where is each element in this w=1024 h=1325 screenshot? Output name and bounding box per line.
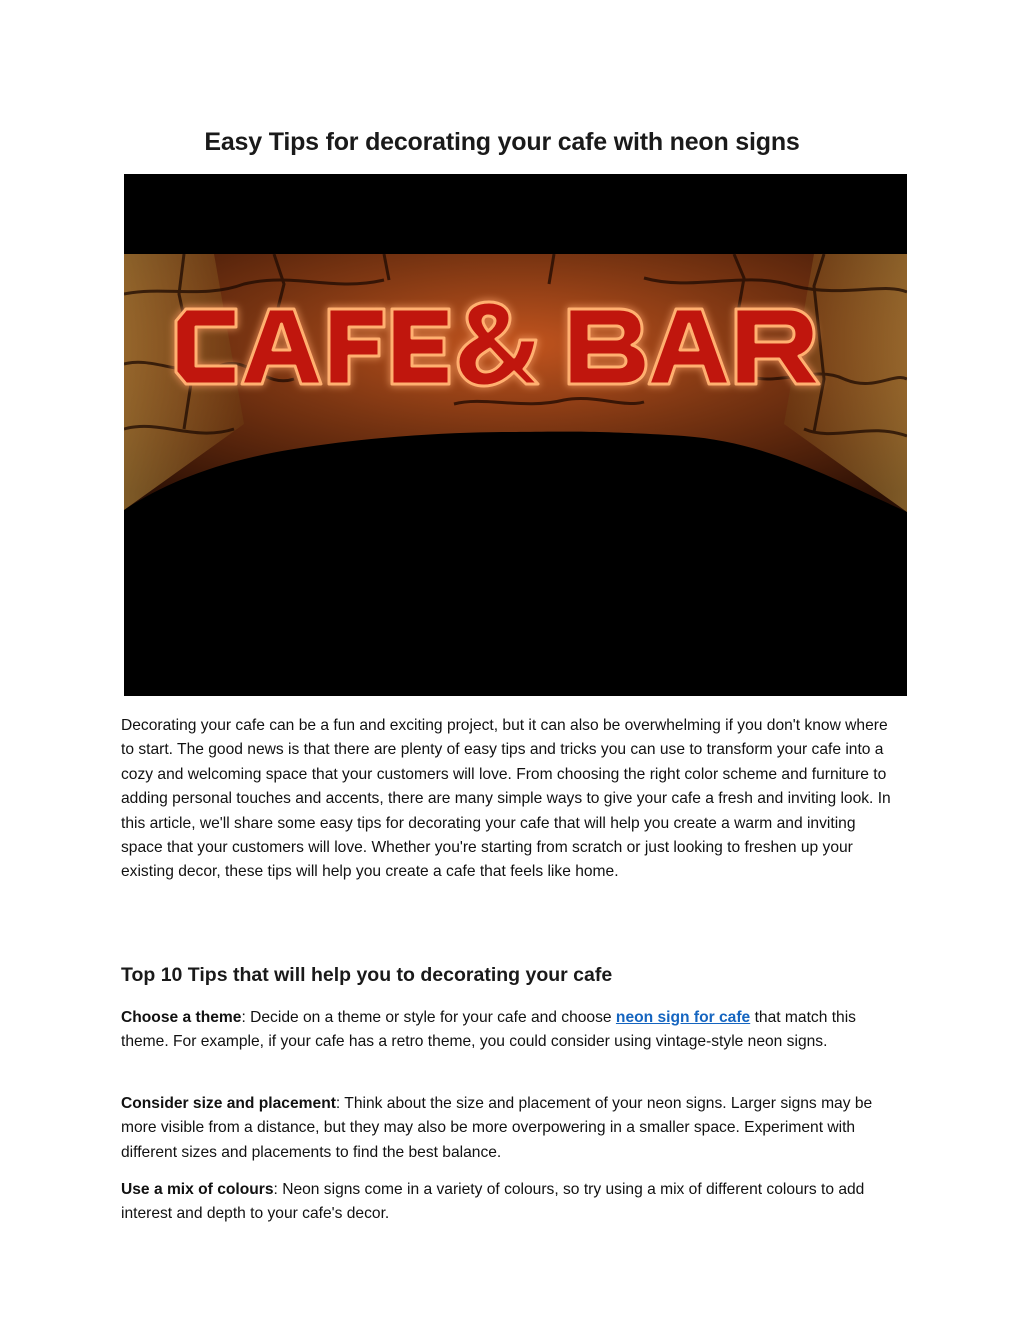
hero-image	[124, 174, 907, 696]
tip-text: : Decide on a theme or style for your cafe and choose	[241, 1009, 616, 1026]
neon-sign-illustration	[124, 174, 907, 696]
tip-title: Consider size and placement	[121, 1095, 336, 1112]
intro-text: Decorating your cafe can be a fun and exciting project, but it can also be overwhelming if you don't know where to start. The good news is that there are plenty of easy tips and tricks you can use to transform your cafe into a cozy and welcoming space that your customers will love. From choosing the right color scheme and furniture to adding personal touches and accents, there are many simple ways to give your cafe a fresh and inviting look. In this article, we'll share some easy tips for decorating your cafe that will help you create a warm and inviting space that your customers will love. Whether you're starting from scratch or just looking to freshen up your existing decor, these tips will help you create a cafe that feels like home.	[121, 717, 891, 881]
neon-sign-for-cafe-link[interactable]: neon sign for cafe	[615, 1009, 751, 1026]
tip-item	[121, 1006, 896, 1055]
tip-text: that match this theme. For example, if your cafe has a retro theme, you could consider using vintage-style neon signs.	[121, 1009, 856, 1051]
tip-text: : Neon signs come in a variety of colours, so try using a mix of different colours to add interest and depth to your cafe's decor.	[121, 1181, 865, 1223]
tip-title: Use a mix of colours	[121, 1181, 274, 1198]
page-title: Easy Tips for decorating your cafe with neon signs	[204, 128, 800, 156]
tip-title: Choose a theme	[121, 1009, 242, 1026]
tip-item	[121, 1178, 896, 1227]
tip-item	[121, 1092, 896, 1165]
tip-text: : Think about the size and placement of your neon signs. Larger signs may be more visible from a distance, but they may also be more overpowering in a smaller space. Experiment with different sizes and placements to find the best balance.	[121, 1095, 873, 1161]
intro-paragraph	[121, 714, 896, 885]
section-heading: Top 10 Tips that will help you to decorating your cafe	[121, 964, 613, 986]
